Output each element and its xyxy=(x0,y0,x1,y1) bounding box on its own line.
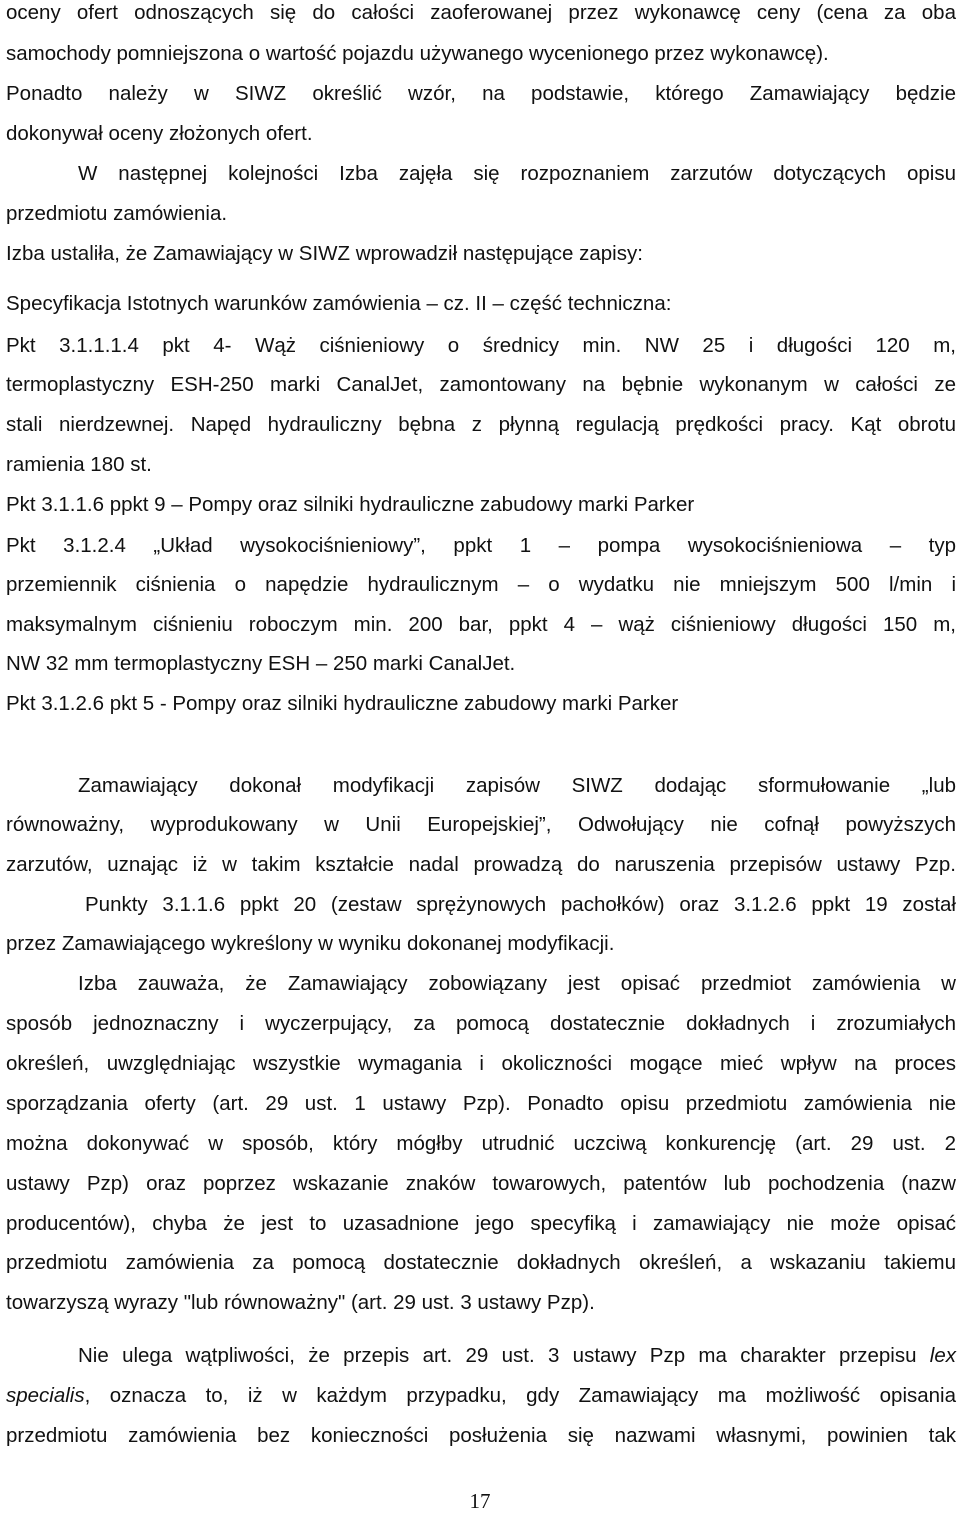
text-run-italic: lex xyxy=(929,1344,956,1367)
text-line: ustawy Pzp) oraz poprzez wskazanie znaków towarowych, patentów lub pochodzenia (nazw xyxy=(6,1172,956,1195)
text-line: towarzyszą wyrazy "lub równoważny" (art. 29 ust. 3 ustawy Pzp). xyxy=(6,1291,595,1314)
text-line: przemiennik ciśnienia o napędzie hydraulicznym – o wydatku nie mniejszym 500 l/min i xyxy=(6,573,956,596)
text-run: Nie ulega wątpliwości, że przepis art. 29 ust. 3 ustawy Pzp ma charakter przepisu xyxy=(78,1344,930,1367)
text-line: Pkt 3.1.2.4 „Układ wysokociśnieniowy”, ppkt 1 – pompa wysokociśnieniowa – typ xyxy=(6,534,956,557)
text-line: Pkt 3.1.1.6 ppkt 9 – Pompy oraz silniki hydrauliczne zabudowy marki Parker xyxy=(6,493,695,516)
text-line: przedmiotu zamówienia za pomocą dostatecznie dokładnych określeń, a wskazaniu takiemu xyxy=(6,1251,956,1274)
text-line: NW 32 mm termoplastyczny ESH – 250 marki CanalJet. xyxy=(6,652,516,675)
text-line: Izba ustaliła, że Zamawiający w SIWZ wprowadził następujące zapisy: xyxy=(6,242,643,265)
text-line: Specyfikacja Istotnych warunków zamówienia – cz. II – część techniczna: xyxy=(6,292,672,315)
text-line: Zamawiający dokonał modyfikacji zapisów SIWZ dodając sformułowanie „lub xyxy=(78,774,956,797)
text-line: zarzutów, uznając iż w takim kształcie nadal prowadzą do naruszenia przepisów ustawy Pzp. xyxy=(6,853,956,876)
text-line: oceny ofert odnoszących się do całości zaoferowanej przez wykonawcę ceny (cena za oba xyxy=(6,1,956,24)
text-line: przedmiotu zamówienia. xyxy=(6,202,228,225)
text-line: można dokonywać w sposób, który mógłby utrudnić uczciwą konkurencję (art. 29 ust. 2 xyxy=(6,1132,956,1155)
text-line: dokonywał oceny złożonych ofert. xyxy=(6,122,313,145)
text-line: Pkt 3.1.2.6 pkt 5 - Pompy oraz silniki hydrauliczne zabudowy marki Parker xyxy=(6,692,679,715)
text-line: termoplastyczny ESH-250 marki CanalJet, zamontowany na bębnie wykonanym w całości ze xyxy=(6,373,956,396)
text-run: , oznacza to, iż w każdym przypadku, gdy Zamawiający ma możliwość opisania xyxy=(84,1384,956,1407)
text-run-italic: specialis xyxy=(6,1384,85,1407)
text-line: Punkty 3.1.1.6 ppkt 20 (zestaw sprężynowych pachołków) oraz 3.1.2.6 ppkt 19 został xyxy=(85,893,956,916)
text-line: samochody pomniejszona o wartość pojazdu używanego wycenionego przez wykonawcę). xyxy=(6,42,829,65)
text-line: Ponadto należy w SIWZ określić wzór, na podstawie, którego Zamawiający będzie xyxy=(6,82,956,105)
text-line: ramienia 180 st. xyxy=(6,453,152,476)
text-line: maksymalnym ciśnieniu roboczym min. 200 bar, ppkt 4 – wąż ciśnieniowy długości 150 m, xyxy=(6,613,956,636)
text-line: sporządzania oferty (art. 29 ust. 1 ustawy Pzp). Ponadto opisu przedmiotu zamówienia nie xyxy=(6,1092,956,1115)
text-line: sposób jednoznaczny i wyczerpujący, za pomocą dostatecznie dokładnych i zrozumiałych xyxy=(6,1012,956,1035)
text-line: W następnej kolejności Izba zajęła się rozpoznaniem zarzutów dotyczących opisu xyxy=(78,162,956,185)
text-line: przedmiotu zamówienia bez konieczności posłużenia się nazwami własnymi, powinien tak xyxy=(6,1424,956,1447)
text-line: równoważny, wyprodukowany w Unii Europejskiej”, Odwołujący nie cofnął powyższych xyxy=(6,813,956,836)
text-line: Izba zauważa, że Zamawiający zobowiązany jest opisać przedmiot zamówienia w xyxy=(78,972,956,995)
text-line xyxy=(78,1344,956,1370)
text-line: producentów), chyba że jest to uzasadnione jego specyfiką i zamawiający nie może opisać xyxy=(6,1212,956,1235)
text-line: stali nierdzewnej. Napęd hydrauliczny bębna z płynną regulacją prędkości pracy. Kąt obrotu xyxy=(6,413,956,436)
text-line xyxy=(6,1384,956,1410)
text-line: przez Zamawiającego wykreślony w wyniku dokonanej modyfikacji. xyxy=(6,932,615,955)
page-number: 17 xyxy=(469,1489,491,1513)
text-line: Pkt 3.1.1.1.4 pkt 4- Wąż ciśnieniowy o średnicy min. NW 25 i długości 120 m, xyxy=(6,334,956,357)
text-line: określeń, uwzględniając wszystkie wymagania i okoliczności mogące mieć wpływ na proces xyxy=(6,1052,956,1075)
